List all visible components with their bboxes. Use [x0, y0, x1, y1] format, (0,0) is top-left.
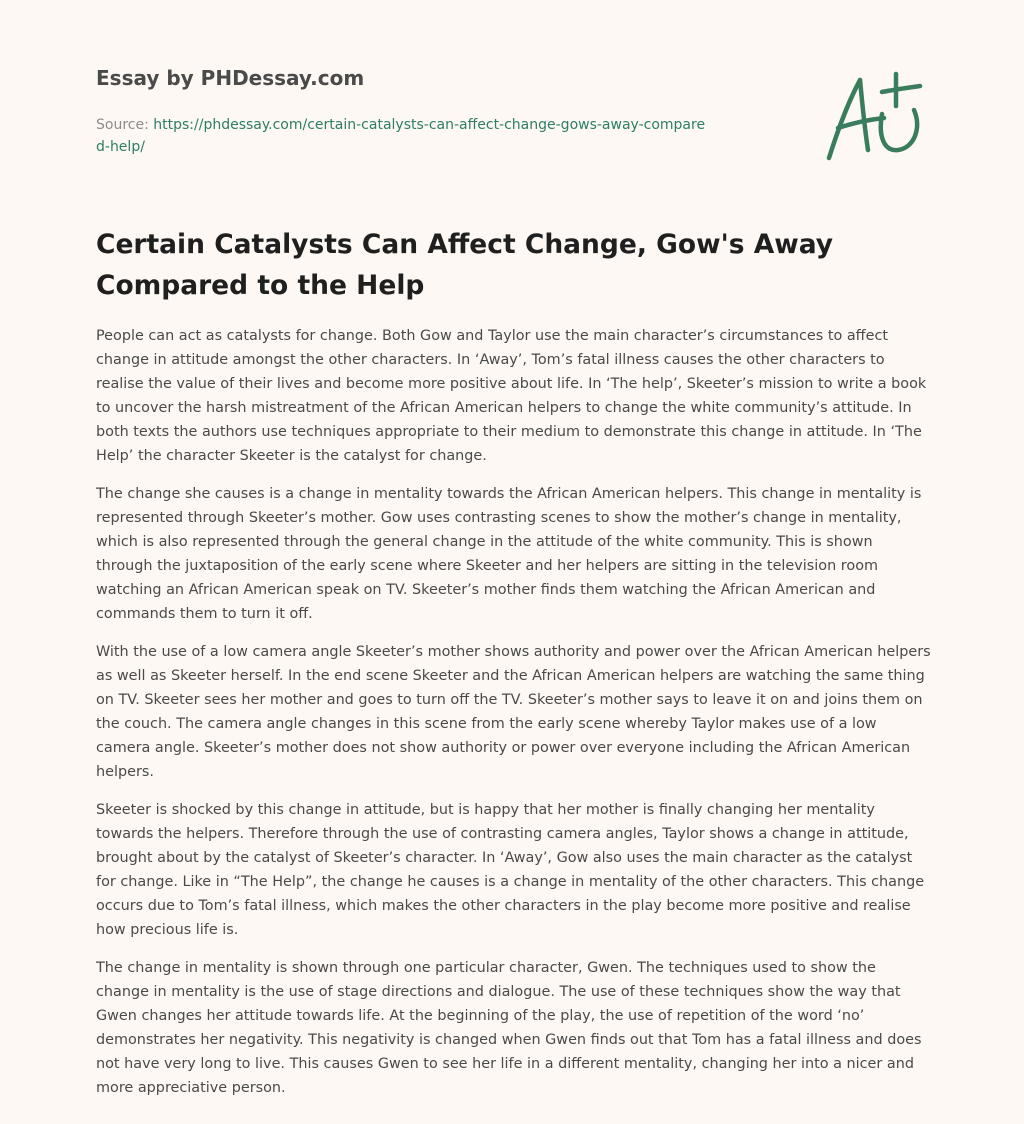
- essay-title: Certain Catalysts Can Affect Change, Gow's Away Compared to the Help: [96, 229, 834, 301]
- paragraph: With the use of a low camera angle Skeeter’s mother shows authority and power over the African American helpers as well as Skeeter herself. In the end scene Skeeter and the African American helpers are watching the same thing on TV. Skeeter sees her mother and goes to turn off the TV. Skeeter’s mother says to leave it on and joins them on the couch. The camera angle changes in this scene from the early scene whereby Taylor makes use of a low camera angle. Skeeter’s mother does not show authority or power over everyone including the African American helpers.: [96, 644, 931, 780]
- source-label: Source:: [96, 117, 154, 133]
- a-plus-logo-icon: [822, 66, 928, 166]
- site-title: Essay by PHDessay.com: [96, 66, 365, 90]
- source-link[interactable]: https://phdessay.com/certain-catalysts-can-affect-change-gows-away-compared-help/: [96, 117, 706, 155]
- source-line: [96, 114, 706, 158]
- paragraph: People can act as catalysts for change. Both Gow and Taylor use the main character’s circumstances to affect change in attitude amongst the other characters. In ‘Away’, Tom’s fatal illness causes the other characters to realise the value of their lives and become more positive about life. In ‘The help’, Skeeter’s mission to write a book to uncover the harsh mistreatment of the African American helpers to change the white community’s attitude. In both texts the authors use techniques appropriate to their medium to demonstrate this change in attitude. In ‘The Help’ the character Skeeter is the catalyst for change.: [96, 328, 927, 464]
- paragraph: The change she causes is a change in mentality towards the African American helpers. This change in mentality is represented through Skeeter’s mother. Gow uses contrasting scenes to show the mother’s change in mentality, which is also represented through the general change in the attitude of the white community. This is shown through the juxtaposition of the early scene where Skeeter and her helpers are sitting in the television room watching an African American speak on TV. Skeeter’s mother finds them watching the African American and commands them to turn it off.: [96, 486, 922, 622]
- essay-body: [96, 324, 932, 1114]
- paragraph: The change in mentality is shown through one particular character, Gwen. The techniques used to show the change in mentality is the use of stage directions and dialogue. The use of these techniques show the way that Gwen changes her attitude towards life. At the beginning of the play, the use of repetition of the word ‘no’ demonstrates her negativity. This negativity is changed when Gwen finds out that Tom has a fatal illness and does not have very long to live. This causes Gwen to see her life in a different mentality, changing her into a nicer and more appreciative person.: [96, 960, 922, 1096]
- paragraph: Skeeter is shocked by this change in attitude, but is happy that her mother is finally changing her mentality towards the helpers. Therefore through the use of contrasting camera angles, Taylor shows a change in attitude, brought about by the catalyst of Skeeter’s character. In ‘Away’, Gow also uses the main character as the catalyst for change. Like in “The Help”, the change he causes is a change in mentality of the other characters. This change occurs due to Tom’s fatal illness, which makes the other characters in the play become more positive and realise how precious life is.: [96, 802, 925, 938]
- page-header: [96, 64, 736, 158]
